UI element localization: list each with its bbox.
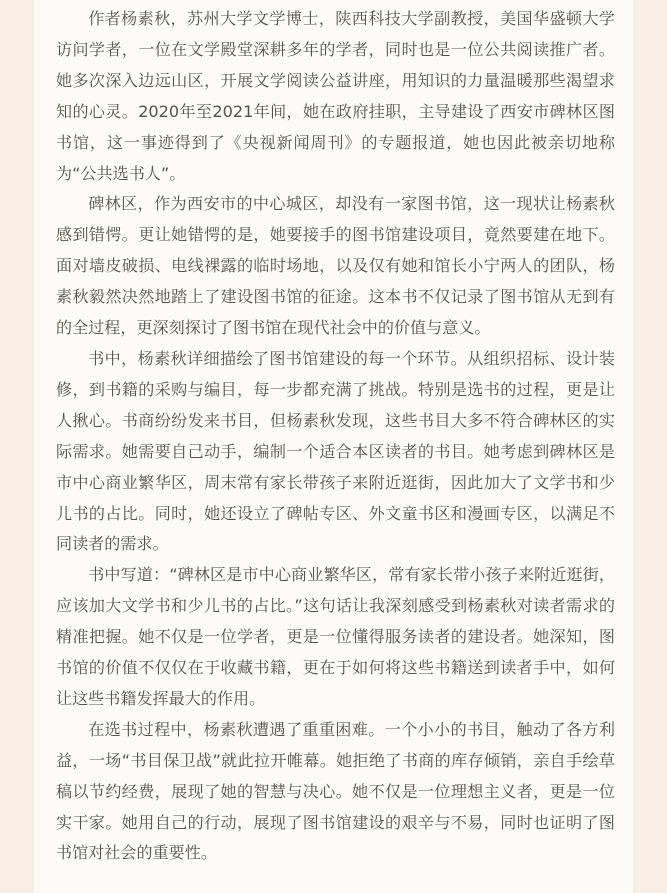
paragraph-quote: 书中写道：“碑林区是市中心商业繁华区，常有家长带小孩子来附近逛街，应该加大文学书和少儿书的占比。”这句话让我深刻感受到杨素秋对读者需求的精准把握。她不仅是一位学者，更是一位懂得服务读者的建设者。她深知，图书馆的价值不仅仅在于收藏书籍，更在于如何将这些书籍送到读者手中，如何让这些书籍发挥最大的作用。 — [56, 565, 615, 708]
article-body — [34, 0, 633, 893]
paragraph-beilin-district: 碑林区，作为西安市的中心城区，却没有一家图书馆，这一现状让杨素秋感到错愕。更让她错愕的是，她要接手的图书馆建设项目，竟然要建在地下。面对墙皮破损、电线裸露的临时场地，以及仅有她和馆长小宁两人的团队，杨素秋毅然决然地踏上了建设图书馆的征途。这本书不仅记录了图书馆从无到有的全过程，更深刻探讨了图书馆在现代社会中的价值与意义。 — [56, 194, 615, 338]
paragraph-book-selection: 在选书过程中，杨素秋遭遇了重重困难。一个小小的书目，触动了各方利益，一场“书目保卫战”就此拉开帷幕。她拒绝了书商的库存倾销，亲自手绘草稿以节约经费，展现了她的智慧与决心。她不仅是一位理想主义者，更是一位实干家。她用自己的行动，展现了图书馆建设的艰辛与不易，同时也证明了图书馆对社会的重要性。 — [56, 719, 615, 863]
paragraph-author-intro: 作者杨素秋，苏州大学文学博士，陕西科技大学副教授，美国华盛顿大学访问学者，一位在文学殿堂深耕多年的学者，同时也是一位公共阅读推广者。她多次深入边远山区，开展文学阅读公益讲座，用知识的力量温暖那些渴望求知的心灵。2020年至2021年间，她在政府挂职，主导建设了西安市碑林区图书馆，这一事迹得到了《央视新闻周刊》的专题报道，她也因此被亲切地称为“公共选书人”。 — [56, 9, 615, 183]
paragraph-construction-details: 书中，杨素秋详细描绘了图书馆建设的每一个环节。从组织招标、设计装修，到书籍的采购与编目，每一步都充满了挑战。特别是选书的过程，更是让人揪心。书商纷纷发来书目，但杨素秋发现，这些书目大多不符合碑林区的实际需求。她需要自己动手，编制一个适合本区读者的书目。她考虑到碑林区是市中心商业繁华区，周末常有家长带孩子来附近逛街，因此加大了文学书和少儿书的占比。同时，她还设立了碑帖专区、外文童书区和漫画专区，以满足不同读者的需求。 — [56, 348, 615, 554]
